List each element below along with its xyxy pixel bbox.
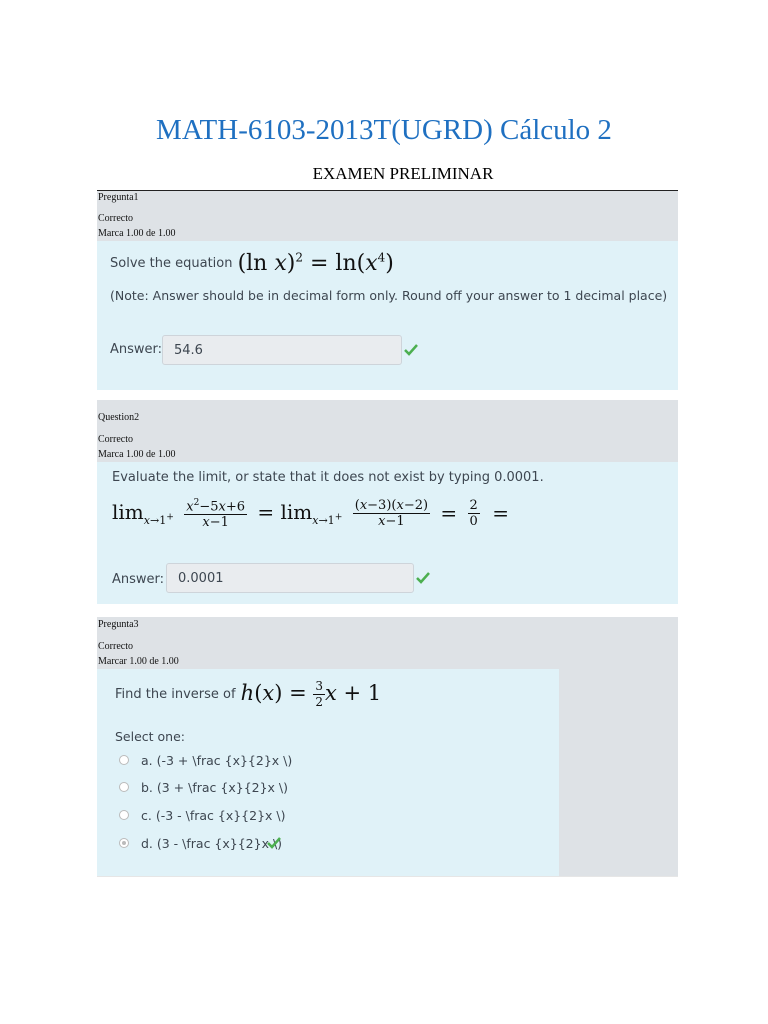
question-prompt: Evaluate the limit, or state that it does not exist by typing 0.0001.: [112, 470, 544, 485]
radio-button[interactable]: [119, 810, 129, 820]
correct-check-icon: [416, 572, 430, 584]
correct-check-icon: [404, 344, 418, 356]
correct-check-icon: [267, 837, 281, 849]
question-info: [97, 191, 678, 241]
equation: (ln $x)^2 = \ln(x^4)$: [237, 251, 394, 277]
radio-button[interactable]: [119, 755, 129, 765]
question-prompt: [115, 679, 381, 710]
option-label: c. (-3 - \frac {x}{2}x \): [141, 808, 286, 823]
option-label: b. (3 + \frac {x}{2}x \): [141, 780, 289, 795]
answer-label: Answer:: [110, 342, 163, 357]
question-note: (Note: Answer should be in decimal form only. Round off your answer to 1 decimal place): [110, 288, 668, 303]
select-one-label: Select one:: [115, 729, 186, 744]
question-number: Question2: [98, 412, 140, 423]
question-3: [97, 617, 678, 876]
question-info: [97, 400, 678, 462]
radio-button-selected[interactable]: [119, 838, 129, 848]
answer-label: Answer:: [112, 572, 165, 587]
prompt-text: Find the inverse of: [115, 687, 236, 702]
answer-input[interactable]: 0.0001: [166, 563, 414, 593]
bottom-divider: [97, 876, 678, 877]
question-mark: Marca 1.00 de 1.00: [98, 449, 176, 460]
document-subtitle: EXAMEN PRELIMINAR: [312, 164, 494, 183]
question-number: Pregunta3: [98, 619, 139, 630]
limit-equation: $\lim_{x\to 1^+}$ $\frac{x^2-5x+6}{x-1}$ = $\lim_{x\to 1^+}$ $\frac{(x-3)(x-2)}{x-1}$ = $\frac{2}{0}$ =: [112, 497, 509, 531]
answer-input[interactable]: 54.6: [162, 335, 402, 365]
question-content: [97, 669, 559, 876]
prompt-text: Solve the equation: [110, 256, 233, 272]
question-status: Correcto: [98, 641, 133, 652]
question-number: Pregunta1: [98, 192, 139, 203]
question-content: [97, 462, 678, 604]
question-status: Correcto: [98, 213, 133, 224]
question-mark: Marcar 1.00 de 1.00: [98, 656, 179, 667]
document-title: MATH-6103-2013T(UGRD) Cálculo 2: [156, 114, 612, 146]
option-label: a. (-3 + \frac {x}{2}x \): [141, 753, 293, 768]
question-status: Correcto: [98, 434, 133, 445]
question-1: [97, 191, 678, 390]
question-prompt: [110, 251, 394, 276]
option-label: d. (3 - \frac {x}{2}x \): [141, 836, 283, 851]
radio-button[interactable]: [119, 782, 129, 792]
question-content: [97, 241, 678, 390]
function-equation: h(x) = $\frac{3}{2}$ x + 1: [240, 679, 382, 709]
question-2: [97, 400, 678, 604]
info-strip: [559, 669, 678, 876]
question-info: [97, 617, 678, 669]
question-mark: Marca 1.00 de 1.00: [98, 228, 176, 239]
